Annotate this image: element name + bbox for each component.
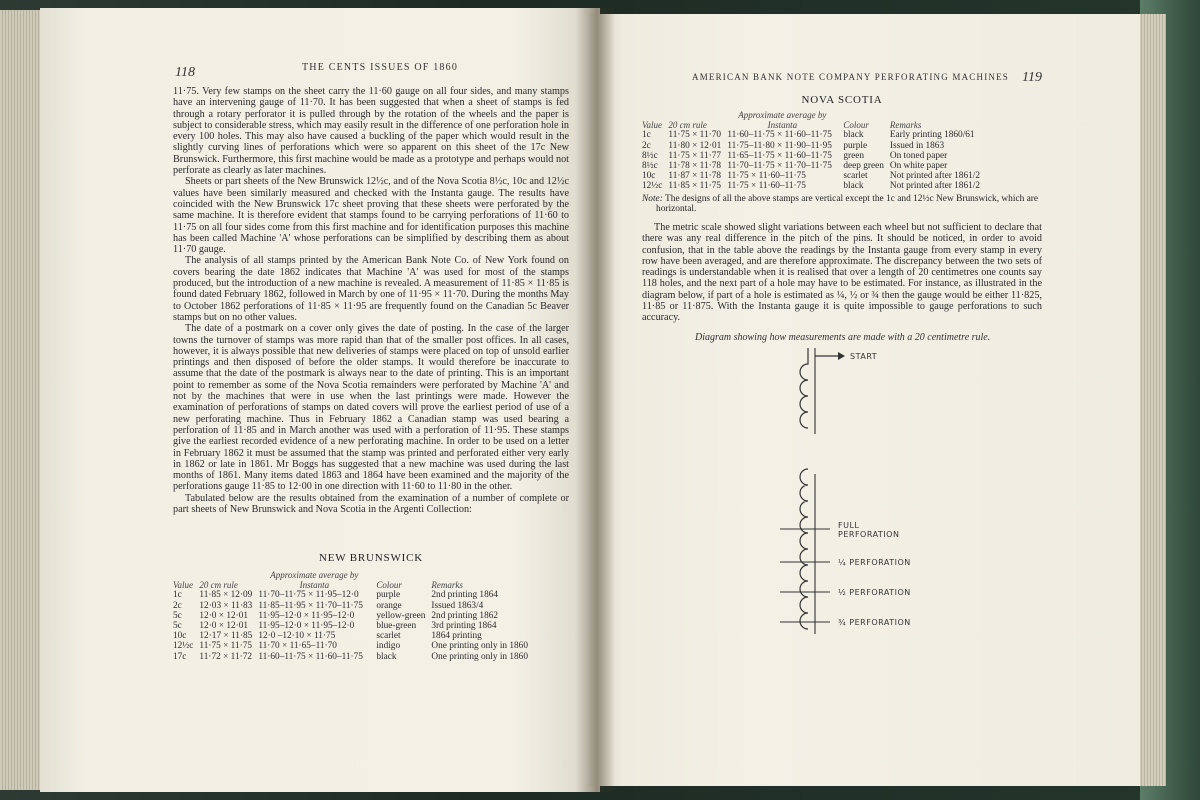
table-cell: orange — [376, 600, 402, 611]
paragraph: The analysis of all stamps printed by the American Bank Note Co. of New York found on covers bearing the date 1862 indicates that Machine 'A' was used for most of the stamps produced, but the introduction of a new machine is revealed. A measurement of 11·85 × 11·85 is found dated February 1862, followed in March by one of 11·95 × 11·70. During the months May to October 1862 perforations of 11·85 × 11·95 are frequently found on the Canadian 5c Beaver stamps but on no other values. — [173, 255, 569, 323]
table-cell: black — [843, 181, 864, 192]
table-cell: 5c — [173, 610, 182, 621]
table-cell: 11·72 × 11·72 — [199, 651, 252, 662]
column-header: Colour — [843, 120, 869, 131]
table-cell: scarlet — [376, 631, 401, 642]
right-body-text — [642, 222, 1042, 324]
table-cell: 11·75 × 11·77 — [668, 150, 721, 161]
table-cell: 10c — [173, 631, 187, 642]
full-perforation-marker — [780, 521, 899, 539]
column-header: Remarks — [889, 120, 922, 131]
table-cell: Not printed after 1861/2 — [889, 171, 980, 182]
paragraph: Sheets or part sheets of the New Brunswick 12½c, and of the Nova Scotia 8½c, 10c and 12½c values have been similarly measured and checked with the Instanta gauge. The results have coincided with the New Brunswick 17c sheet proving that these sheets were perforated by the same machine. It is therefore evident that stamps found to be carrying perforations of 11·60 to 11·75 on all four sides come from this first machine and for identification purposes this machine has been called Machine 'A' whose perforations can be simplified by describing them as about 11·70 gauge. — [173, 176, 569, 256]
table-note — [642, 194, 1042, 215]
column-header: Value — [642, 120, 662, 131]
table-cell: 11·85–11·95 × 11·70–11·75 — [258, 600, 363, 611]
table-row — [642, 171, 986, 181]
table-cell: scarlet — [843, 171, 868, 182]
table-cell: indigo — [376, 641, 401, 652]
paragraph: The metric scale showed slight variations between each wheel but not sufficient to declare that there was any real difference in the pitch of the pins. It should be noticed, in order to avoid confusion, that in the table above the readings by the Instanta gauge from every stamp in every row have been averaged, and are therefore approximate. The discrepancy between the two sets of readings is understandable when it is realised that over a length of 20 centimetres one counts say 118 holes, and the next part of a hole may have to be estimated. For instance, as illustrated in the diagram below, if part of a hole is estimated as ¼, ½ or ¾ then the gauge would be either 11·825, 11·85 or 11·875. With the Instanta gauge it is quite impossible to gauge perforations to such accuracy. — [642, 222, 1042, 324]
running-head: AMERICAN BANK NOTE COMPANY PERFORATING MACHINES — [692, 72, 1010, 82]
table-cell: 11·70 × 11·65–11·70 — [258, 641, 337, 652]
table-cell: 11·75 × 11·60–11·75 — [727, 171, 806, 182]
table-cell: 12·0 × 12·01 — [199, 610, 249, 621]
column-header: Colour — [376, 580, 402, 591]
table-cell: 12·17 × 11·85 — [199, 631, 253, 642]
table-cell: 12·0 –12·10 × 11·75 — [258, 631, 336, 642]
table-cell: 17c — [173, 651, 187, 662]
table-cell: green — [843, 150, 864, 161]
table-cell: yellow-green — [376, 610, 426, 621]
table-cell: 2nd printing 1864 — [431, 590, 499, 601]
new-brunswick-table — [173, 570, 534, 662]
table-row — [173, 601, 534, 611]
table-cell: 2nd printing 1862 — [431, 610, 499, 621]
table-row — [642, 141, 986, 151]
table-row — [173, 611, 534, 621]
column-header: 20 cm rule — [199, 580, 238, 591]
column-header: Remarks — [431, 580, 463, 591]
table-cell: 11·78 × 11·78 — [668, 161, 721, 172]
table-row — [173, 590, 534, 600]
table-row — [173, 652, 534, 662]
quarter-perforation-marker — [780, 558, 911, 567]
left-page — [40, 8, 600, 792]
note-text: The designs of all the above stamps are vertical except the 1c and 12½c New Brunswick, which are horizontal. — [656, 193, 1039, 215]
column-header: Value — [173, 580, 193, 591]
table-cell: 11·70–11·75 × 11·70–11·75 — [727, 161, 832, 172]
perforation-edge — [800, 469, 808, 629]
table-cell: 11·80 × 12·01 — [668, 140, 722, 151]
right-page — [590, 14, 1140, 786]
table-cell: 2c — [642, 140, 651, 151]
column-header: 20 cm rule — [668, 120, 707, 131]
diagram-caption: Diagram showing how measurements are made with a 20 centimetre rule. — [695, 332, 991, 343]
table-cell: 10c — [642, 171, 656, 182]
column-header: Approximate average by Instanta — [738, 110, 827, 131]
left-body-text — [173, 86, 569, 515]
table-cell: Issued in 1863 — [889, 140, 945, 151]
table-title: NOVA SCOTIA — [801, 94, 883, 106]
table-cell: 11·65–11·75 × 11·60–11·75 — [727, 150, 832, 161]
paragraph: Tabulated below are the results obtained from the examination of a number of complete or part sheets of New Brunswick and Nova Scotia in the Argenti Collection: — [173, 492, 569, 515]
diagram-label-full: FULL — [838, 521, 860, 530]
diagram-label-half: ½ PERFORATION — [838, 588, 911, 597]
diagram-label-three-quarter: ¾ PERFORATION — [838, 618, 911, 627]
table-cell: deep green — [843, 161, 884, 172]
table-cell: 11·87 × 11·78 — [668, 171, 721, 182]
nova-scotia-table-block — [642, 94, 1042, 215]
table-row — [642, 181, 986, 191]
table-cell: 8½c — [642, 150, 658, 161]
book-gutter — [575, 8, 615, 792]
page-number: 118 — [175, 65, 195, 80]
perforation-ruler-diagram — [760, 344, 960, 644]
table-cell: 11·95–12·0 × 11·95–12·0 — [258, 610, 355, 621]
table-cell: Issued 1863/4 — [431, 600, 484, 611]
table-cell: Not printed after 1861/2 — [889, 181, 980, 192]
table-cell: 11·85 × 11·75 — [668, 181, 721, 192]
table-cell: 11·60–11·75 × 11·60–11·75 — [727, 130, 832, 141]
running-head: THE CENTS ISSUES OF 1860 — [302, 62, 459, 73]
table-cell: 1c — [642, 130, 651, 141]
table-cell: One printing only in 1860 — [431, 641, 528, 652]
perforation-edge — [800, 348, 808, 428]
table-cell: 12·0 × 12·01 — [199, 621, 249, 632]
table-title: NEW BRUNSWICK — [318, 552, 423, 564]
diagram-label-full: PERFORATION — [838, 530, 900, 539]
table-row — [642, 130, 986, 140]
table-cell: black — [376, 651, 397, 662]
table-cell: 11·95–12·0 × 11·95–12·0 — [258, 621, 355, 632]
table-cell: 11·70–11·75 × 11·95–12·0 — [258, 590, 359, 601]
start-marker — [815, 352, 877, 361]
table-row — [173, 641, 534, 651]
diagram-label-quarter: ¼ PERFORATION — [838, 558, 911, 567]
page-number: 119 — [1022, 70, 1042, 85]
table-cell: 11·60–11·75 × 11·60–11·75 — [258, 651, 363, 662]
table-cell: 11·75–11·80 × 11·90–11·95 — [727, 140, 832, 151]
table-cell: black — [843, 130, 864, 141]
table-cell: Early printing 1860/61 — [889, 130, 975, 141]
table-cell: 11·75 × 11·70 — [668, 130, 721, 141]
new-brunswick-table-block — [173, 552, 569, 662]
table-cell: On white paper — [889, 161, 948, 172]
table-cell: 12·03 × 11·83 — [199, 600, 253, 611]
table-cell: purple — [843, 140, 868, 151]
table-cell: 1c — [173, 590, 182, 601]
diagram-label-start: START — [850, 352, 878, 361]
table-cell: blue-green — [376, 621, 417, 632]
table-cell: 12½c — [173, 641, 194, 652]
table-cell: One printing only in 1860 — [431, 651, 528, 662]
table-cell: 11·75 × 11·75 — [199, 641, 252, 652]
table-cell: 11·85 × 12·09 — [199, 590, 253, 601]
paragraph: The date of a postmark on a cover only gives the date of posting. In the case of the larger towns the turnover of stamps was more rapid than that of the smaller post offices. In all cases, however, it is always possible that new deliveries of stamps were placed on top of unsold earlier printings and then disposed of before the older stamps. It would therefore be inaccurate to assume that the date of the postmark is always near to the date of printing. This is an important point to remember as some of the Nova Scotia remainders were perforated by Machine 'A' and not by the machines that were in use when the last printings were made. However the examination of perforations of stamps on dated covers will prove the earliest period of use of a new perforating machine. Thus in February 1862 a Canadian stamp was used bearing a perforation of 11·85 and in March another was used with a perforation of 11·95. These stamps give the earliest recorded evidence of a new perforating machine. In order to be used on a letter in February 1862 it must be assumed that the stamp was printed and perforated either very early in 1862 or late in 1861. Mr Boggs has suggested that a new machine was used during the last months of 1861. Many items dated 1863 and 1864 have been examined and the majority of the perforations gauge 11·85 to 12·00 in one direction with 11·60 to 11·80 in the other. — [173, 323, 569, 493]
paragraph: 11·75. Very few stamps on the sheet carry the 11·60 gauge on all four sides, and many stamps have an intervening gauge of 11·70. It has been suggested that when a sheet of stamps is fed through a rotary perforator it is pulled through by the rotation of the wheels and the paper is subject to considerable stress, which may easily result in the difference of one perforation hole in every 100 holes. This may also have caused a buckling of the paper which would result in the slightly curving lines of perforations which were so apparent on this sheet of the 17c New Brunswick. Furthermore, this first machine would be made as a prototype and perhaps would not perforate as clearly as later machines. — [173, 86, 569, 177]
table-cell: On toned paper — [889, 150, 948, 161]
table-row — [173, 631, 534, 641]
note-label: Note: — [642, 193, 663, 204]
table-row — [642, 151, 986, 161]
column-header: Approximate average by Instanta — [270, 570, 359, 591]
table-cell: 11·75 × 11·60–11·75 — [727, 181, 806, 192]
table-cell: 12½c — [642, 181, 663, 192]
table-cell: 3rd printing 1864 — [431, 621, 497, 632]
table-cell: 2c — [173, 600, 182, 611]
table-cell: 1864 printing — [431, 631, 482, 642]
table-cell: 8½c — [642, 161, 658, 172]
table-cell: purple — [376, 590, 401, 601]
table-cell: 5c — [173, 621, 182, 632]
table-row — [173, 621, 534, 631]
nova-scotia-table — [642, 110, 986, 192]
table-row — [642, 161, 986, 171]
